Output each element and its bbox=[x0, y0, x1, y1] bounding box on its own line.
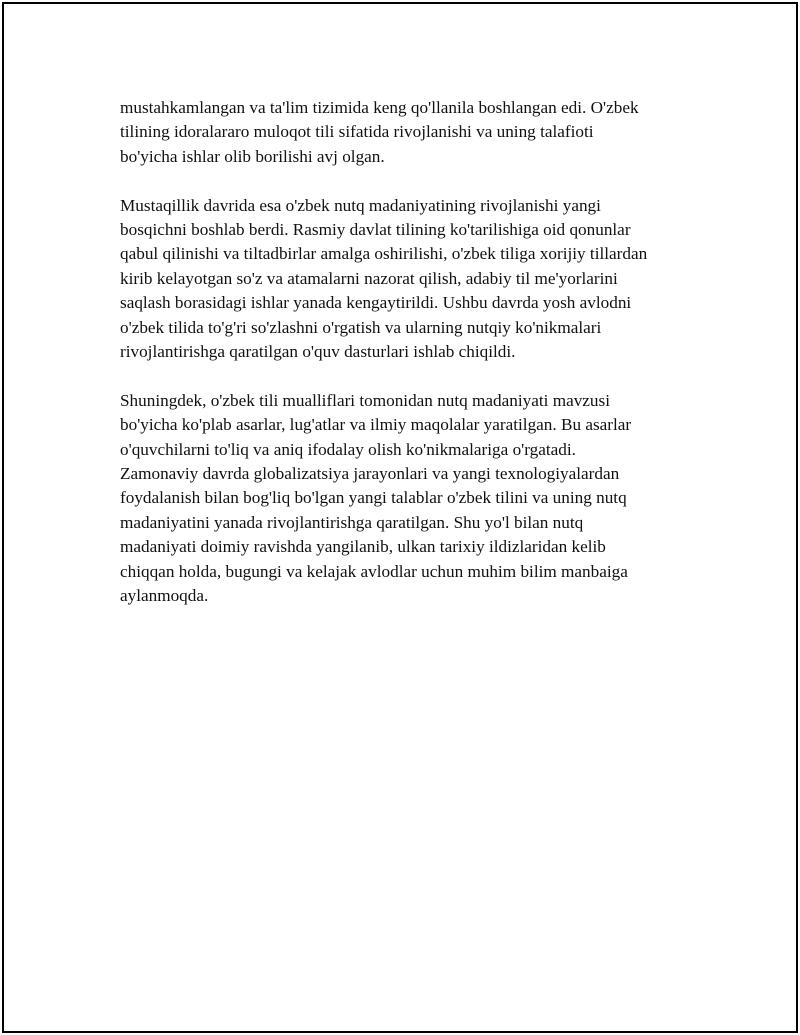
text-line: o'zbek tilida to'g'ri so'zlashni o'rgatish va ularning nutqiy ko'nikmalari bbox=[120, 317, 602, 337]
text-line: madaniyati doimiy ravishda yangilanib, ulkan tarixiy ildizlaridan kelib bbox=[120, 537, 606, 557]
paragraph-3 bbox=[120, 389, 710, 609]
text-line: rivojlantirishga qaratilgan o'quv dasturlari ishlab chiqildi. bbox=[120, 342, 516, 362]
text-line: foydalanish bilan bog'liq bo'lgan yangi talablar o'zbek tilini va uning nutq bbox=[120, 488, 627, 508]
paragraph-1 bbox=[120, 96, 710, 169]
text-line: bosqichni boshlab berdi. Rasmiy davlat tilining ko'tarilishiga oid qonunlar bbox=[120, 220, 631, 240]
text-line: mustahkamlangan va ta'lim tizimida keng qo'llanila boshlangan edi. O'zbek bbox=[120, 98, 639, 117]
text-line: o'quvchilarni to'liq va aniq ifodalay olish ko'nikmalariga o'rgatadi. bbox=[120, 439, 576, 459]
text-line: bo'yicha ko'plab asarlar, lug'atlar va ilmiy maqolalar yaratilgan. Bu asarlar bbox=[120, 415, 632, 435]
text-line: tilining idoralararo muloqot tili sifatida rivojlanishi va uning talafioti bbox=[120, 122, 594, 142]
text-line: Mustaqillik davrida esa o'zbek nutq madaniyatining rivojlanishi yangi bbox=[120, 195, 601, 215]
text-line: chiqqan holda, bugungi va kelajak avlodlar uchun muhim bilim manbaiga bbox=[120, 561, 628, 581]
text-line: Zamonaviy davrda globalizatsiya jarayonlari va yangi texnologiyalardan bbox=[120, 464, 620, 484]
text-line: bo'yicha ishlar olib borilishi avj olgan. bbox=[120, 146, 385, 166]
document-page bbox=[2, 2, 798, 1033]
text-line: madaniyatini yanada rivojlantirishga qaratilgan. Shu yo'l bilan nutq bbox=[120, 512, 584, 532]
text-line: saqlash borasidagi ishlar yanada kengaytirildi. Ushbu davrda yosh avlodni bbox=[120, 293, 632, 313]
paragraph-2 bbox=[120, 194, 710, 365]
document-body bbox=[120, 96, 710, 633]
text-line: Shuningdek, o'zbek tili mualliflari tomonidan nutq madaniyati mavzusi bbox=[120, 390, 610, 410]
text-line: qabul qilinishi va tiltadbirlar amalga oshirilishi, o'zbek tiliga xorijiy tillardan bbox=[120, 244, 648, 264]
text-line: aylanmoqda. bbox=[120, 586, 209, 606]
text-line: kirib kelayotgan so'z va atamalarni nazorat qilish, adabiy til me'yorlarini bbox=[120, 268, 618, 288]
